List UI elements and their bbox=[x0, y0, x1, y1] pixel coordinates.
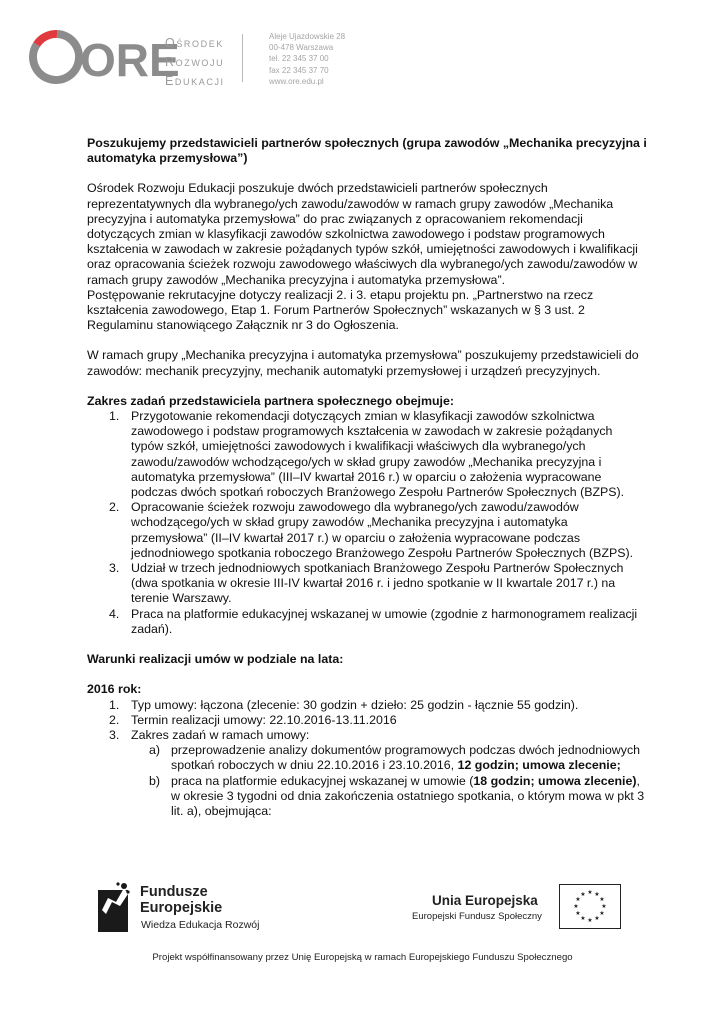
footer-note: Projekt współfinansowany przez Unię Europejską w ramach Europejskiego Funduszu Społecznego bbox=[152, 952, 573, 963]
address-line: Aleje Ujazdowskie 28 bbox=[269, 32, 346, 41]
list-item: 2. Opracowanie ścieżek rozwoju zawodowego dla wybranego/ych zawodu/zawodów wchodzącego/ych w skład grupy zawodów „Mechanika precyzyjna i automatyka przemysłowa” (II–IV kwartał 2017 r.) w oparciu o założenia wypracowane podczas jednodniowego spotkania roboczego Branżowego Zespołu Partnerów Społecznych (BZPS). bbox=[109, 500, 634, 560]
svg-text:★: ★ bbox=[580, 915, 586, 922]
intro-paragraph-2: Postępowanie rekrutacyjne dotyczy realizacji 2. i 3. etapu projektu pn. „Partnerstwo na rzecz kształcenia zawodowego, Etap 1. Forum Partnerów Społecznych” wskazanych w § 3 ust. 2 Regulaminu stanowiącego Załącznik nr 3 do Ogłoszenia. bbox=[87, 287, 594, 333]
svg-text:★: ★ bbox=[599, 910, 605, 917]
tasks-list bbox=[87, 409, 647, 637]
svg-text:★: ★ bbox=[575, 896, 581, 903]
fe-title-line: Europejskie bbox=[140, 900, 223, 916]
org-name-line: Edukacji bbox=[165, 74, 225, 88]
svg-text:★: ★ bbox=[580, 891, 586, 898]
list-item: 3. Zakres zadań w ramach umowy: bbox=[109, 727, 310, 742]
svg-text:★: ★ bbox=[575, 910, 581, 917]
website-line[interactable]: www.ore.edu.pl bbox=[269, 76, 324, 86]
fe-title-line: Fundusze bbox=[140, 884, 208, 900]
address-block bbox=[269, 31, 345, 87]
logo-letters: ORE bbox=[80, 34, 180, 86]
svg-text:★: ★ bbox=[594, 915, 600, 922]
year-heading: 2016 rok: bbox=[87, 682, 142, 697]
list-item: b) praca na platformie edukacyjnej wskazanej w umowie (18 godzin; umowa zlecenie), w okresie 3 tygodni od dnia zakończenia ostatniego spotkania, o którym mowa w pkt 3 lit. a), obejmująca: bbox=[149, 773, 645, 818]
svg-text:★: ★ bbox=[587, 917, 593, 924]
document-body bbox=[87, 136, 647, 819]
list-item: 3. Udział w trzech jednodniowych spotkaniach Branżowego Zespołu Partnerów Społecznych (dwa spotkania w okresie III-IV kwartał 2016 r. i jedno spotkanie w II kwartale 2017 r.) na terenie Warszawy. bbox=[109, 561, 624, 606]
org-name-line: Rozwoju bbox=[165, 55, 225, 69]
list-item: 1. Typ umowy: łączona (zlecenie: 30 godzin + dzieło: 25 godzin - łącznie 55 godzin). bbox=[109, 697, 579, 712]
phone-line: tel. 22 345 37 00 bbox=[269, 54, 329, 64]
list-item: a) przeprowadzenie analizy dokumentów programowych podczas dwóch jednodniowych spotkań roboczych w dniu 22.10.2016 i 23.10.2016, 12 godzin; umowa zlecenie; bbox=[149, 743, 641, 773]
group-paragraph: W ramach grupy „Mechanika precyzyjna i automatyka przemysłowa” poszukujemy przedstawicieli do zawodów: mechanik precyzyjny, mechanik automatyki przemysłowej i urządzeń precyzyjnych. bbox=[87, 348, 639, 378]
header-divider bbox=[242, 34, 243, 82]
org-name-line: Ośrodek bbox=[165, 36, 224, 50]
svg-text:★: ★ bbox=[601, 903, 607, 910]
fe-subtitle: Wiedza Edukacja Rozwój bbox=[141, 919, 260, 931]
sub-list bbox=[87, 743, 647, 819]
eu-flag-icon bbox=[559, 884, 621, 929]
svg-text:★: ★ bbox=[594, 891, 600, 898]
document-title: Poszukujemy przedstawicieli partnerów społecznych (grupa zawodów „Mechanika precyzyjna i automatyka przemysłowa”) bbox=[87, 136, 647, 166]
list-item: 2. Termin realizacji umowy: 22.10.2016-13.11.2016 bbox=[109, 712, 397, 727]
intro-paragraph: Ośrodek Rozwoju Edukacji poszukuje dwóch przedstawicieli partnerów społecznych reprezentatywnych dla wybranego/ych zawodu/zawodów w ramach grupy zawodów „Mechanika precyzyjna i automatyka przemysłowa” do prac związanych z opracowaniem rekomendacji dotyczących zmian w klasyfikacji zawodów szkolnictwa zawodowego i podstaw programowych kształcenia w zawodach w zakresie pożądanych typów szkół, umiejętności zawodowych i kwalifikacji oraz opracowania ścieżek rozwoju zawodowego właściwych dla wybranego/ych zawodu/zawodów w ramach grupy zawodów „Mechanika precyzyjna i automatyka przemysłowa”. bbox=[87, 181, 638, 287]
svg-text:★: ★ bbox=[587, 889, 593, 896]
list-item: 1. Przygotowanie rekomendacji dotyczących zmian w klasyfikacji zawodów szkolnictwa zawodowego i podstaw programowych kształcenia w zawodach w zakresie pożądanych typów szkół, umiejętności zawodowych i kwalifikacji właściwych dla wybranego/ych zawodu/zawodów wchodzącego/ych w skład grupy zawodów „Mechanika precyzyjna i automatyka przemysłowa” (III–IV kwartał 2016 r.) w oparciu o założenia wypracowane podczas dwóch spotkań roboczych Branżowego Zespołu Partnerów Społecznych (BZPS). bbox=[109, 409, 625, 500]
svg-text:★: ★ bbox=[573, 903, 579, 910]
org-name bbox=[165, 34, 225, 91]
fax-line: fax 22 345 37 70 bbox=[269, 65, 329, 75]
svg-text:★: ★ bbox=[599, 896, 605, 903]
conditions-heading: Warunki realizacji umów w podziale na lata: bbox=[87, 652, 344, 667]
eu-title: Unia Europejska bbox=[432, 893, 538, 908]
tasks-heading: Zakres zadań przedstawiciela partnera społecznego obejmuje: bbox=[87, 393, 455, 408]
address-line: 00-478 Warszawa bbox=[269, 43, 334, 53]
list-item: 4. Praca na platformie edukacyjnej wskazanej w umowie (zgodnie z harmonogramem realizacji zadań). bbox=[109, 606, 638, 636]
eu-subtitle: Europejski Fundusz Społeczny bbox=[412, 911, 542, 922]
fundusze-europejskie-emblem bbox=[98, 880, 132, 934]
year-list bbox=[87, 698, 647, 744]
ore-logo bbox=[30, 30, 180, 86]
